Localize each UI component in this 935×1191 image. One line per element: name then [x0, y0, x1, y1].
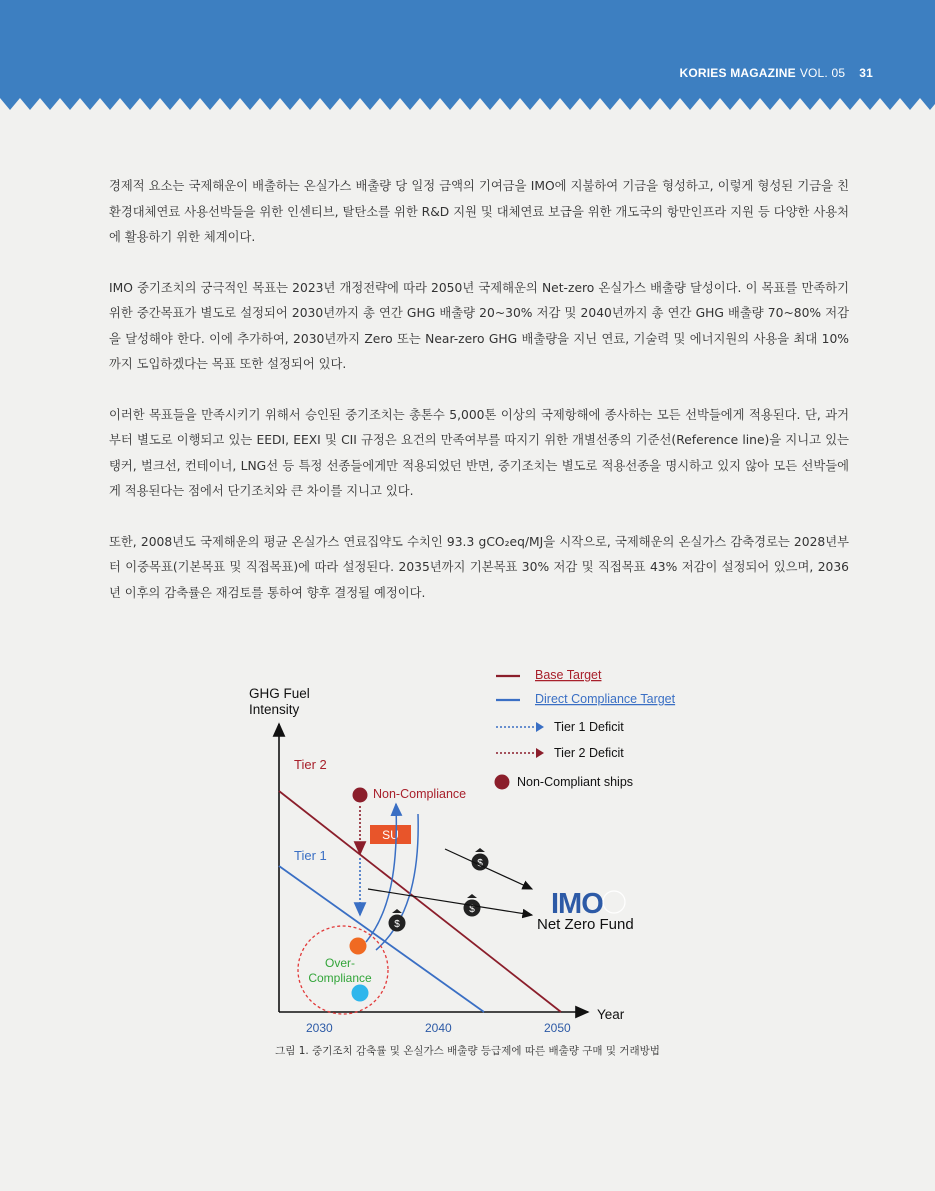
ghg-intensity-diagram	[0, 650, 935, 1070]
money-symbol: $	[394, 919, 400, 930]
y-axis-label: Intensity	[249, 702, 300, 717]
figure-caption: 그림 1. 중기조치 감축률 및 온실가스 배출량 등급제에 따른 배출량 구매 및 거래방법	[275, 1045, 660, 1057]
paragraph: 경제적 요소는 국제해운이 배출하는 온실가스 배출량 당 일정 금액의 기여금을 IMO에 지불하여 기금을 형성하고, 이렇게 형성된 기금을 친환경대체연료 사용선박들을 위한 인센티브, 탈탄소를 위한 R&D 지원 및 대체연료 보급을 위한 개도국의 항만인프라 지원 등 다양한 사용처에 활용하기 위한 체계이다.	[109, 179, 849, 244]
page-number: 31	[859, 66, 873, 80]
legend-tier2-deficit: Tier 2 Deficit	[554, 746, 624, 760]
su-label: SU	[382, 828, 399, 842]
y-axis-label: GHG Fuel	[249, 686, 310, 701]
money-bag-icon	[472, 848, 489, 871]
paragraph: 또한, 2008년도 국제해운의 평균 온실가스 연료집약도 수치인 93.3 gCO₂eq/MJ을 시작으로, 국제해운의 온실가스 감축경로는 2028년부터 이중목표(기본목표 및 직접목표)에 따라 설정된다. 2035년까지 기본목표 30% 저감 및 직접목표 43% 저감이 설정되어 있으며, 2036년 이후의 감축률은 재검토를 통하여 향후 결정될 예정이다.	[109, 534, 849, 600]
over-compliance-area	[298, 926, 388, 1014]
payment-arrow	[445, 849, 532, 889]
legend-tier1-deficit: Tier 1 Deficit	[554, 720, 624, 734]
x-tick-label: 2050	[544, 1021, 571, 1035]
legend-non-compliant-swatch	[495, 775, 510, 790]
article-body	[109, 174, 849, 631]
money-symbol: $	[469, 904, 475, 915]
tier2-label: Tier 2	[294, 757, 327, 772]
running-header	[679, 66, 873, 80]
volume-label: VOL. 05	[799, 66, 846, 80]
direct-target-line	[279, 866, 484, 1012]
legend-non-compliant-ships: Non-Compliant ships	[517, 775, 634, 789]
over-compliance-label: Over-	[325, 956, 355, 970]
net-zero-fund-label: Net Zero Fund	[537, 916, 634, 933]
money-symbol: $	[477, 858, 483, 869]
legend-tier2-arrowhead	[536, 748, 544, 758]
magazine-name: KORIES MAGAZINE	[679, 66, 796, 80]
legend-direct-target: Direct Compliance Target	[535, 692, 676, 706]
over-compliant-ship-marker	[350, 938, 367, 955]
imo-logo-text: IMO	[551, 888, 603, 920]
x-tick-label: 2040	[425, 1021, 452, 1035]
legend-base-target: Base Target	[535, 668, 602, 682]
legend	[495, 668, 676, 790]
payment-arrow	[368, 889, 532, 915]
paragraph: IMO 중기조치의 궁극적인 목표는 2023년 개정전략에 따라 2050년 국제해운의 Net-zero 온실가스 배출량 달성이다. 이 목표를 만족하기 위한 중간목표가 별도로 설정되어 2030년까지 총 연간 GHG 배출량 20~30% 저감 및 2040년까지 총 연간 GHG 배출량 70~80% 저감을 달성해야 한다. 이에 추가하여, 2030년까지 Zero 또는 Near-zero GHG 배출량을 지닌 연료, 기술력 및 에너지원의 사용을 최대 10%까지 도입하겠다는 목표 또한 설정되어 있다.	[109, 280, 849, 371]
tier1-label: Tier 1	[294, 848, 327, 863]
over-compliant-ship-marker	[352, 985, 369, 1002]
legend-tier1-arrowhead	[536, 722, 544, 732]
paragraph: 이러한 목표들을 만족시키기 위해서 승인된 중기조치는 총톤수 5,000톤 이상의 국제항해에 종사하는 모든 선박들에게 적용된다. 단, 과거부터 별도로 이행되고 있는 EEDI, EEXI 및 CII 규정은 요건의 만족여부를 따지기 위한 개별선종의 기준선(Reference line)을 지니고 있는 탱커, 벌크선, 컨테이너, LNG선 등 특정 선종들에게만 적용되었던 반면, 중기조치는 별도로 적용선종을 명시하고 있지 않아 모든 선박들에게 적용된다는 점에서 단기조치와 큰 차이를 지니고 있다.	[109, 407, 849, 498]
x-axis-label: Year	[597, 1007, 625, 1022]
over-compliance-label: Compliance	[308, 971, 372, 985]
header-band	[0, 0, 935, 112]
x-tick-label: 2030	[306, 1021, 333, 1035]
non-compliance-label: Non-Compliance	[373, 787, 467, 801]
non-compliant-ship-marker	[353, 788, 368, 803]
